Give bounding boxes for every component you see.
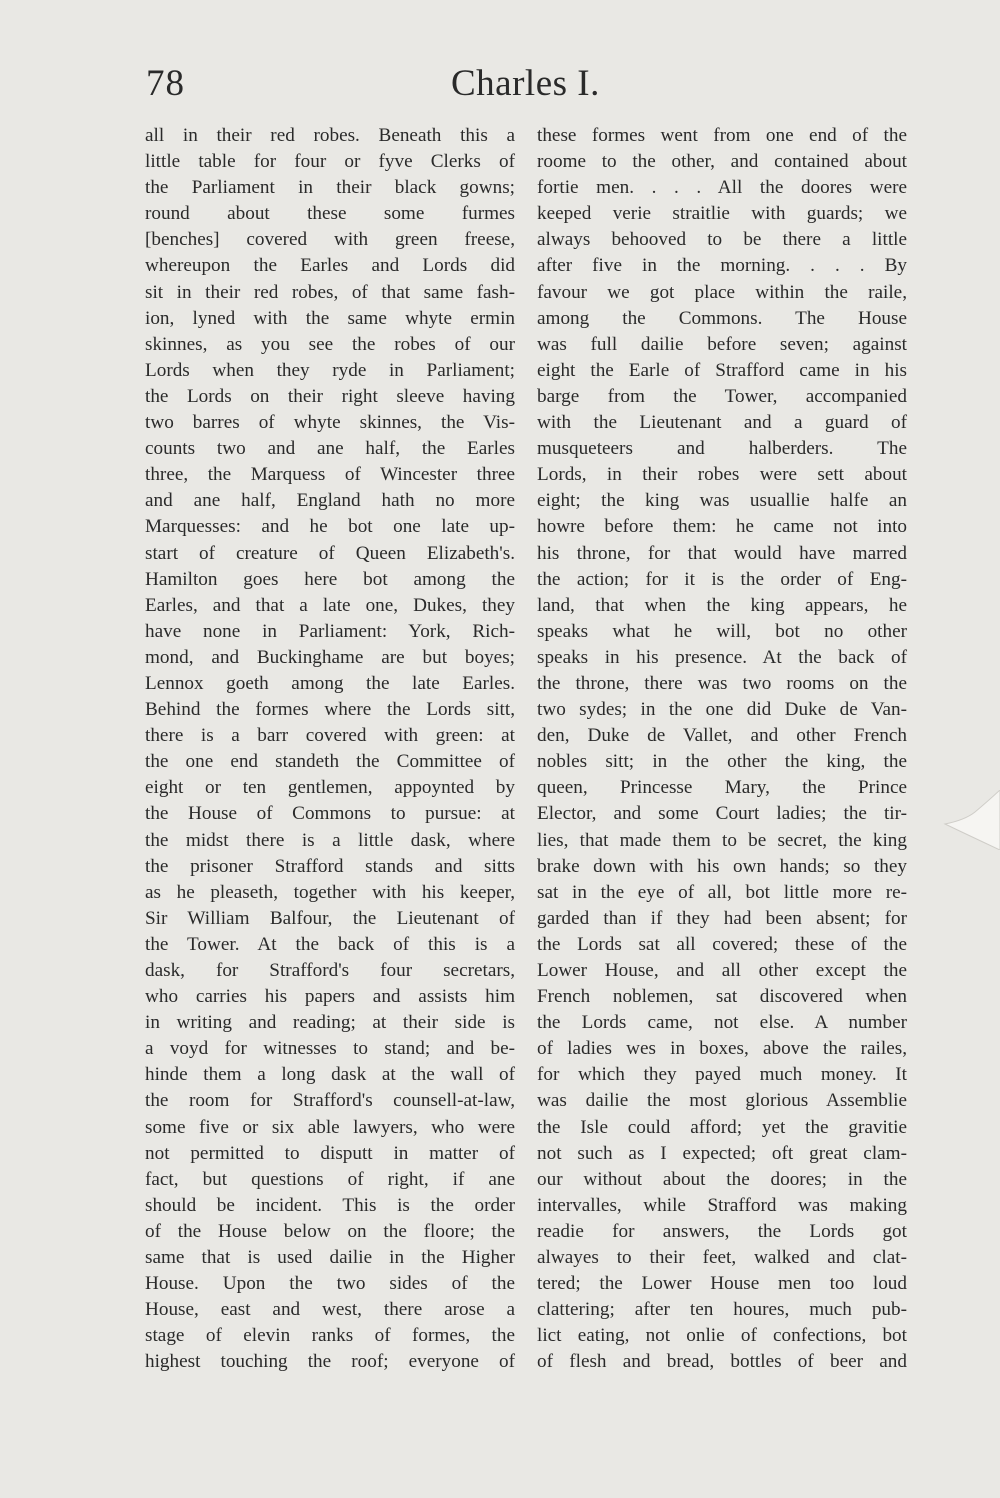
text-line: and ane half, England hath no more bbox=[145, 490, 515, 512]
text-line: lies, that made them to be secret, the king bbox=[537, 829, 907, 851]
text-line: these formes went from one end of the bbox=[537, 125, 907, 146]
text-line: the throne, there was two rooms on the bbox=[537, 672, 907, 694]
text-line: have none in Parliament: York, Rich- bbox=[145, 620, 515, 642]
text-line: counts two and ane half, the Earles bbox=[145, 438, 515, 460]
text-line: speaks in his presence. At the back of bbox=[537, 646, 907, 668]
page-fold-mark bbox=[925, 790, 1000, 850]
text-line: Lords, in their robes were sett about bbox=[537, 464, 907, 486]
text-line: with the Lieutenant and a guard of bbox=[537, 412, 907, 434]
text-line: there is a barr covered with green: at bbox=[145, 725, 515, 747]
text-line: the Parliament in their black gowns; bbox=[145, 177, 515, 199]
page-number: 78 bbox=[146, 63, 185, 104]
text-line: some five or six able lawyers, who were bbox=[145, 1116, 515, 1138]
text-line: fortie men. . . . All the doores were bbox=[537, 177, 907, 199]
text-line: Marquesses: and he bot one late up- bbox=[145, 516, 515, 538]
text-line: the prisoner Strafford stands and sitts bbox=[145, 855, 515, 877]
text-line: fact, but questions of right, if ane bbox=[145, 1168, 515, 1190]
text-line: alwayes to their feet, walked and clat- bbox=[537, 1247, 907, 1269]
text-line: roome to the other, and contained about bbox=[537, 151, 907, 173]
text-line: not permitted to disputt in matter of bbox=[145, 1142, 515, 1164]
text-line: tered; the Lower House men too loud bbox=[537, 1273, 907, 1295]
text-line: Behind the formes where the Lords sitt, bbox=[145, 699, 515, 721]
text-line: dask, for Strafford's four secretars, bbox=[145, 960, 515, 981]
text-line: speaks what he will, bot no other bbox=[537, 620, 907, 642]
text-line: Lower House, and all other except the bbox=[537, 960, 907, 981]
text-line: the Isle could afford; yet the gravitie bbox=[537, 1116, 907, 1138]
text-line: eight or ten gentlemen, appoynted by bbox=[145, 777, 515, 799]
text-line: House, east and west, there arose a bbox=[145, 1299, 515, 1321]
text-line: mond, and Buckinghame are but boyes; bbox=[145, 646, 515, 668]
text-line: stage of elevin ranks of formes, the bbox=[145, 1325, 515, 1347]
text-line: ion, lyned with the same whyte ermin bbox=[145, 307, 515, 329]
text-line: Earles, and that a late one, Dukes, they bbox=[145, 594, 515, 616]
text-line: three, the Marquess of Wincester three bbox=[145, 464, 515, 486]
text-line: intervalles, while Strafford was making bbox=[537, 1194, 907, 1216]
text-line: Lords when they ryde in Parliament; bbox=[145, 359, 515, 381]
text-line: skinnes, as you see the robes of our bbox=[145, 333, 515, 355]
text-line: readie for answers, the Lords got bbox=[537, 1220, 907, 1242]
text-line: not such as I expected; oft great clam- bbox=[537, 1142, 907, 1164]
text-line: the action; for it is the order of Eng- bbox=[537, 568, 907, 590]
text-line: nobles sitt; in the other the king, the bbox=[537, 751, 907, 773]
text-line: the Tower. At the back of this is a bbox=[145, 933, 515, 955]
text-line: little table for four or fyve Clerks of bbox=[145, 151, 515, 173]
text-line: land, that when the king appears, he bbox=[537, 594, 907, 616]
text-line: clattering; after ten houres, much pub- bbox=[537, 1299, 907, 1321]
text-line: brake down with his own hands; so they bbox=[537, 855, 907, 877]
text-line: lict eating, not onlie of confections, bot bbox=[537, 1325, 907, 1347]
text-line: keeped verie straitlie with guards; we bbox=[537, 203, 907, 225]
text-line: the room for Strafford's counsell-at-law, bbox=[145, 1090, 515, 1112]
text-line: den, Duke de Vallet, and other French bbox=[537, 725, 907, 747]
text-line: for which they payed much money. It bbox=[537, 1064, 907, 1086]
text-line: of flesh and bread, bottles of beer and bbox=[537, 1351, 907, 1373]
text-line: his throne, for that would have marred bbox=[537, 542, 907, 564]
text-line: the House of Commons to pursue: at bbox=[145, 803, 515, 825]
text-line: always behooved to be there a little bbox=[537, 229, 907, 251]
text-line: howre before them: he came not into bbox=[537, 516, 907, 538]
text-line: same that is used dailie in the Higher bbox=[145, 1247, 515, 1269]
left-column bbox=[145, 123, 515, 1376]
text-line: as he pleaseth, together with his keeper, bbox=[145, 881, 515, 903]
text-line: eight the Earle of Strafford came in his bbox=[537, 359, 907, 381]
text-line: after five in the morning. . . . By bbox=[537, 255, 907, 277]
text-line: round about these some furmes bbox=[145, 203, 515, 225]
text-line: musqueteers and halberders. The bbox=[537, 438, 907, 460]
text-line: highest touching the roof; everyone of bbox=[145, 1351, 515, 1373]
text-line: hinde them a long dask at the wall of bbox=[145, 1064, 515, 1086]
text-line: barge from the Tower, accompanied bbox=[537, 385, 907, 407]
text-line: two barres of whyte skinnes, the Vis- bbox=[145, 412, 515, 434]
text-line: the Lords came, not else. A number bbox=[537, 1012, 907, 1034]
text-line: the Lords sat all covered; these of the bbox=[537, 933, 907, 955]
text-line: [benches] covered with green freese, bbox=[145, 229, 515, 251]
text-line: of ladies wes in boxes, above the railes, bbox=[537, 1038, 907, 1060]
text-line: who carries his papers and assists him bbox=[145, 986, 515, 1008]
text-line: the Lords on their right sleeve having bbox=[145, 385, 515, 407]
text-line: queen, Princesse Mary, the Prince bbox=[537, 777, 907, 799]
text-line: was dailie the most glorious Assemblie bbox=[537, 1090, 907, 1112]
text-line: sit in their red robes, of that same fash- bbox=[145, 281, 515, 303]
text-line: Lennox goeth among the late Earles. bbox=[145, 672, 515, 694]
text-line: of the House below on the floore; the bbox=[145, 1220, 515, 1242]
text-line: eight; the king was usuallie halfe an bbox=[537, 490, 907, 512]
text-line: our without about the doores; in the bbox=[537, 1168, 907, 1190]
text-line: favour we got place within the raile, bbox=[537, 281, 907, 303]
text-line: should be incident. This is the order bbox=[145, 1194, 515, 1216]
text-line: all in their red robes. Beneath this a bbox=[145, 125, 515, 146]
text-line: French noblemen, sat discovered when bbox=[537, 986, 907, 1008]
text-line: Sir William Balfour, the Lieutenant of bbox=[145, 907, 515, 929]
text-line: the midst there is a little dask, where bbox=[145, 829, 515, 851]
running-title: Charles I. bbox=[451, 63, 600, 104]
text-line: the one end standeth the Committee of bbox=[145, 751, 515, 773]
text-line: start of creature of Queen Elizabeth's. bbox=[145, 542, 515, 564]
text-line: Hamilton goes here bot among the bbox=[145, 568, 515, 590]
text-line: was full dailie before seven; against bbox=[537, 333, 907, 355]
right-column bbox=[537, 123, 907, 1376]
text-line: among the Commons. The House bbox=[537, 307, 907, 329]
text-line: in writing and reading; at their side is bbox=[145, 1012, 515, 1034]
text-line: a voyd for witnesses to stand; and be- bbox=[145, 1038, 515, 1060]
text-line: garded than if they had been absent; for bbox=[537, 907, 907, 929]
text-line: sat in the eye of all, bot little more re- bbox=[537, 881, 907, 903]
text-line: Elector, and some Court ladies; the tir- bbox=[537, 803, 907, 825]
text-line: whereupon the Earles and Lords did bbox=[145, 255, 515, 277]
text-line: House. Upon the two sides of the bbox=[145, 1273, 515, 1295]
text-line: two sydes; in the one did Duke de Van- bbox=[537, 699, 907, 721]
